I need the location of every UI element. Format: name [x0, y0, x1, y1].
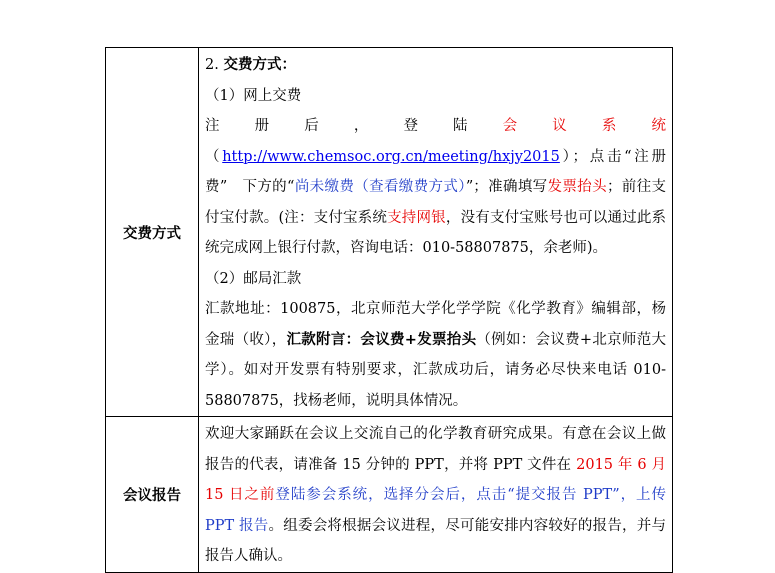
- remittance-note-text: 汇款附言：会议费+发票抬头: [286, 331, 477, 348]
- postal-payment-paragraph: [205, 294, 666, 416]
- payment-label: 交费方式: [106, 48, 199, 417]
- meeting-system-link[interactable]: http://www.chemsoc.org.cn/meeting/hxjy2015: [222, 148, 560, 165]
- online-text-b: （: [205, 148, 223, 165]
- report-content: [199, 417, 673, 573]
- online-text-d: ”；准确填写: [465, 179, 548, 195]
- payment-row: [106, 48, 673, 417]
- online-payment-paragraph: [205, 111, 666, 264]
- postal-text-b: （例如：会议费+北京师范大学）。如对开发票有特别要求，汇款成功后，请务必尽快来电话 010-58807875，找杨老师，说明具体情况。: [205, 331, 666, 409]
- unpaid-fee-text: 尚未缴费（查看缴费方式）: [294, 179, 466, 195]
- postal-payment-subheading: （2）邮局汇款: [205, 270, 302, 287]
- conference-info-table: [105, 47, 673, 573]
- payment-heading: [205, 50, 666, 81]
- report-deadline-text: 2015 年 6 月 15 日之前: [205, 456, 666, 504]
- report-label: 会议报告: [106, 417, 199, 573]
- report-row: [106, 417, 673, 573]
- report-text-a: 欢迎大家踊跃在会议上交流自己的化学教育研究成果。有意在会议上做报告的代表，请准备 15 分钟的 PPT，并将 PPT 文件在: [205, 426, 666, 473]
- postal-text-a: 汇款地址：100875，北京师范大学化学学院《化学教育》编辑部，杨金瑞（收），: [205, 301, 666, 348]
- online-payment-subheading: （1）网上交费: [205, 87, 302, 104]
- online-banking-text: 支持网银: [387, 209, 446, 226]
- payment-heading-text: 交费方式：: [223, 57, 296, 73]
- invoice-header-text: 发票抬头: [547, 179, 607, 195]
- payment-heading-number: 2.: [205, 57, 219, 73]
- meeting-system-text: 会议系统: [502, 118, 667, 134]
- online-text-e: ；前往支付宝付款。(注：支付宝系统: [205, 179, 667, 226]
- online-text-c: ）；点击“注册费” 下方的“: [205, 148, 666, 195]
- report-text-b: 。组委会将根据会议进程，尽可能安排内容较好的报告，并与报告人确认。: [205, 517, 667, 565]
- online-text-a: 注册后，登陆: [205, 118, 503, 134]
- online-text-f: ，没有支付宝账号也可以通过此系统完成网上银行付款，咨询电话：010-58807875，余老师)。: [205, 209, 667, 256]
- report-submit-text: 登陆参会系统，选择分会后，点击“提交报告 PPT”，上传 PPT 报告: [205, 487, 666, 534]
- payment-content: [199, 48, 673, 417]
- report-paragraph: [205, 419, 666, 572]
